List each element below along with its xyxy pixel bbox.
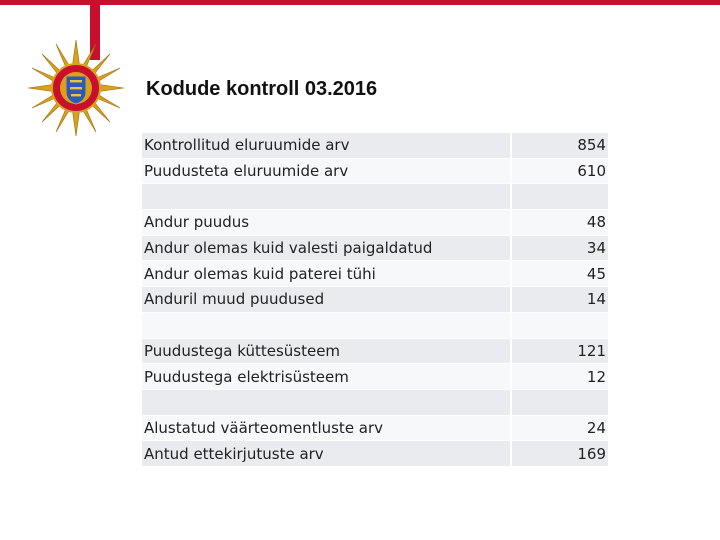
row-value: 34 <box>512 236 608 261</box>
row-label: Andur olemas kuid paterei tühi <box>142 261 510 286</box>
row-value: 12 <box>512 364 608 389</box>
top-accent-bar <box>0 0 720 5</box>
row-value: 14 <box>512 287 608 312</box>
row-label: Puudustega küttesüsteem <box>142 339 510 364</box>
row-value: 48 <box>512 210 608 235</box>
table-row <box>142 286 608 312</box>
table-row <box>142 235 608 261</box>
row-label: Kontrollitud eluruumide arv <box>142 133 510 158</box>
statistics-table <box>142 133 608 466</box>
row-value <box>512 184 608 209</box>
table-row <box>142 312 608 338</box>
table-row <box>142 260 608 286</box>
row-value: 24 <box>512 416 608 441</box>
table-row <box>142 338 608 364</box>
table-row <box>142 389 608 415</box>
table-row <box>142 440 608 466</box>
table-row <box>142 415 608 441</box>
row-label <box>142 313 510 338</box>
row-label: Andur olemas kuid valesti paigaldatud <box>142 236 510 261</box>
row-label: Anduril muud puudused <box>142 287 510 312</box>
row-label: Puudusteta eluruumide arv <box>142 159 510 184</box>
table-row <box>142 133 608 158</box>
row-label: Puudustega elektrisüsteem <box>142 364 510 389</box>
row-label: Alustatud väärteomentluste arv <box>142 416 510 441</box>
row-label: Andur puudus <box>142 210 510 235</box>
row-value: 169 <box>512 441 608 466</box>
rescue-board-star-emblem-icon <box>26 38 126 138</box>
row-value: 610 <box>512 159 608 184</box>
row-value: 854 <box>512 133 608 158</box>
table-row <box>142 158 608 184</box>
table-row <box>142 209 608 235</box>
row-value <box>512 390 608 415</box>
row-value <box>512 313 608 338</box>
table-row <box>142 183 608 209</box>
page-title: Kodude kontroll 03.2016 <box>146 78 378 100</box>
row-label <box>142 390 510 415</box>
row-label: Antud ettekirjutuste arv <box>142 441 510 466</box>
row-label <box>142 184 510 209</box>
table-row <box>142 363 608 389</box>
row-value: 121 <box>512 339 608 364</box>
row-value: 45 <box>512 261 608 286</box>
